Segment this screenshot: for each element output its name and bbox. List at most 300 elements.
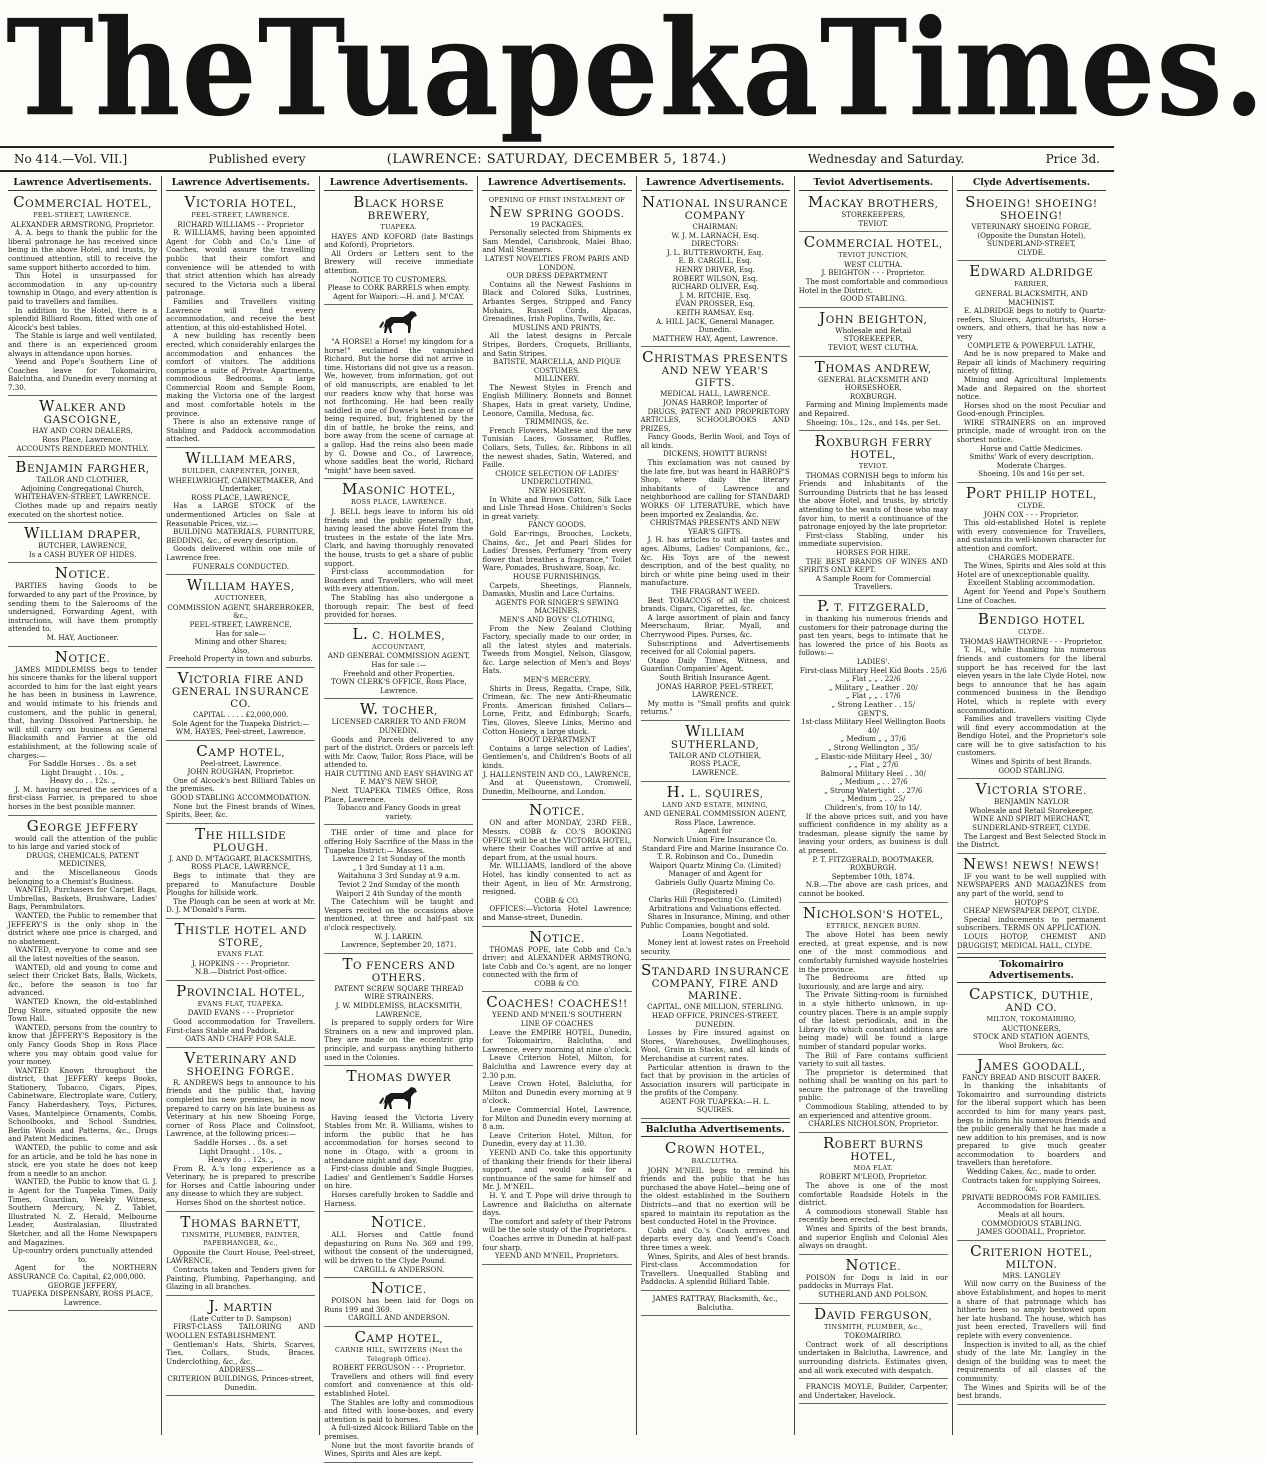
ad-line: Excellent Stabling accommodation.: [967, 578, 1096, 588]
ad-line: Best TOBACCOS of all the choicest brands. Cigars, Cigarettes, &c.: [640, 595, 790, 614]
ad-title: VETERINARY AND SHOEING FORGE.: [184, 1048, 297, 1078]
ad-line: LAWRENCE.: [691, 768, 739, 778]
ad-line: The Stables are lofty and commodious and fitted with loose-boxes, and every attention is paid to horses.: [324, 1397, 474, 1424]
ad-line: WANTED Known, the old-established Drug Store, situated opposite the new Town Hall.: [8, 996, 158, 1024]
ad-line: The proprietor is determined that nothing shall be wanting on his part to secure the patronage of the travelling public.: [798, 1067, 948, 1103]
ad-line: OFFICES:—Victoria Hotel Lawrence; and Manse-street, Dunedin.: [482, 904, 632, 922]
ad-title: SHOEING! SHOEING! SHOEING!: [965, 193, 1098, 222]
ad-title: P. T. FITZGERALD,: [817, 597, 930, 615]
advertisement: [799, 905, 948, 1133]
ad-line: Yeend and Pope's Southern Line of Coaches leave for Tokomairiro, Balclutha, and Dunedin every morning at 7.30.: [8, 357, 158, 392]
ad-line: TOWN CLERK'S OFFICE, Ross Place, Lawrence.: [330, 677, 467, 695]
masthead-word-the: The: [6, 0, 258, 146]
ad-line: Good accommodation for Travellers. First-class Stable and Paddock.: [166, 1016, 316, 1035]
ad-line: CAPITAL, ONE MILLION, STERLING.: [647, 1002, 784, 1012]
ad-subtitle: CARNIE HILL, SWITZERS (Next the Telegraph Office).: [335, 1345, 463, 1363]
ad-line: Leave Crown Hotel, Balclutha, for Milton and Dunedin every morning at 9 o'clock.: [482, 1079, 632, 1106]
ad-line: Teviot 2 2nd Sunday of the month: [337, 880, 460, 889]
ad-line: Families and Travellers visiting Lawrence will find every accommodation, and receive the best attention, at this old-established Hotel.: [166, 296, 316, 332]
ad-line: MRS. LANGLEY: [1002, 1270, 1061, 1280]
ad-line: MEN'S AND BOYS' CLOTHING,: [499, 614, 615, 624]
advertisement: [482, 994, 631, 1264]
ad-line: CHAIRMAN:: [692, 222, 738, 231]
ad-line: GOOD STABLING.: [998, 765, 1065, 775]
ad-line: Shirts in Dress, Regatta, Crape, Silk, Crimean, &c. The new Anti-Rheumatic Fronts. American finished Collars—Lorne, Fritz, and Edinburgh; Scarfs, Ties, Gloves, Sleeve Links, Merino and Cotton Hosiery, a large stock.: [482, 683, 632, 736]
ad-subtitle: MOA FLAT.: [853, 1163, 893, 1172]
ad-subtitle: EVANS FLAT.: [217, 950, 265, 958]
ad-line: Wines and Spirits of best Brands.: [971, 757, 1092, 767]
ad-line: WANTED, old and young to come and select their Cricket Bats, Balls, Wickets, &c., before the season is too far advanced.: [8, 962, 158, 998]
ad-title: NOTICE.: [54, 647, 111, 666]
ad-line: Horses shod on the most Peculiar and Good-enough Principles.: [956, 400, 1106, 419]
ad-title: THOMAS ANDREW,: [814, 357, 932, 376]
ad-line: ROXBURGH.: [849, 391, 897, 401]
column-header: Lawrence Advertisements.: [641, 176, 790, 191]
advertisement: [957, 485, 1106, 609]
ad-line: WANTED Known throughout the district, that JEFFERY keeps Books, Stationery, Tobacco, Cigars, Pipes, Cabinetware, Electroplate ware, Cutlery, Fancy Haberdashery, Toys, Pictures, Vases, Mantelpiece Ornaments, Combs, Schoolbooks, and School Sundries, Berlin Wools and Patterns, &c., Drugs and Patent Medicines.: [8, 1065, 158, 1144]
ad-line: The Bill of Fare contains sufficient variety to suit all tastes.: [798, 1050, 948, 1069]
advertisement: [799, 433, 948, 596]
ad-line: RICHARD OLIVER, Esq.: [671, 282, 759, 292]
advertisement: [324, 626, 473, 700]
ad-line: „ 1 3rd Sunday at 11 a.m.: [352, 862, 446, 872]
ad-title: CAMP HOTEL,: [354, 1327, 444, 1346]
advertisement: [166, 921, 315, 981]
ad-line: Cobb and Co.'s Coach arrives and departs every day, and Yeend's Coach three times a week.: [640, 1225, 790, 1252]
ad-line: „ „ Flat „ 27/6: [848, 760, 899, 770]
ad-line: OATS AND CHAFF FOR SALE.: [185, 1034, 297, 1044]
ad-line: First-class accommodation for Boarders and Travellers, who will meet with every attention.: [324, 567, 474, 594]
ad-subtitle: TINSMITH, PLUMBER, PAINTER, PAPERHANGER, &c.,: [181, 1230, 300, 1248]
ad-title: NOTICE.: [845, 1255, 902, 1274]
ad-line: TAILOR AND CLOTHIER,: [36, 475, 129, 485]
ad-title: J. MARTIN: [208, 1296, 273, 1315]
ad-title: CAPSTICK, DUTHIE, AND CO.: [969, 985, 1094, 1015]
ad-line: „ Strong Watertight . . 27/6: [824, 785, 923, 795]
ad-line: Contains all the Newest Fashions in Black and Colored Silks, Lustrines, Arbantes Serges, Stripped and Fancy Mohairs, Russell Cords, Alpacas, Grenadines, Irish Poplins, Twills, &c.: [482, 279, 632, 324]
ad-title: THE HILLSIDE PLOUGH.: [195, 824, 287, 854]
ad-line: Mining and Agricultural Implements Made and Repaired on the shortest notice.: [956, 374, 1106, 402]
ad-line: JOHN ROUGHAN, Proprietor.: [187, 767, 294, 777]
ad-line: Saddle Horses . . 8s. a set: [194, 1137, 288, 1147]
ad-line: JOHN COX - - - Proprietor.: [984, 509, 1079, 519]
ad-line: STOREKEEPER,: [843, 334, 903, 344]
advertisement: [324, 1214, 473, 1278]
advertisement: [957, 1243, 1106, 1405]
advertisement: [324, 1280, 473, 1327]
ad-line: Adjoining Congregational Church,: [20, 483, 145, 493]
ad-line: MEDICAL HALL, LAWRENCE.: [660, 389, 771, 399]
ad-line: GENT'S.: [857, 708, 889, 718]
ad-line: Smiths' Work of every description.: [969, 452, 1094, 462]
ad-line: Mr. WILLIAMS, landlord of the above Hotel, has kindly consented to act as their Agent, in lieu of Mr. Armstrong, resigned.: [482, 861, 632, 897]
advertisement: [8, 398, 157, 457]
ad-line: Meals at all hours.: [997, 1210, 1065, 1220]
ad-line: Agent for Yeend and Pope's Southern Line of Coaches.: [956, 586, 1106, 605]
ad-line: CHEAP NEWSPAPER DEPOT, CLYDE.: [963, 906, 1100, 916]
ad-line: GENERAL BLACKSMITH, AND MACHINIST.: [975, 288, 1088, 307]
ad-line: THE FRAGRANT WEED.: [670, 586, 760, 596]
ad-line: In thanking the inhabitants of Tokomairiro and surrounding districts for the liberal support which has been accorded to him for many years past, begs to inform his numerous friends and the public generally that he has made a new addition to his premises, and is now prepared to give much greater accommodation to boarders and travellers than heretofore.: [956, 1081, 1106, 1168]
ad-line: „ Medium „ „ 37/6: [840, 734, 907, 744]
ad-line: Travellers and others will find every comfort and convenience at this old-established Hotel.: [324, 1371, 474, 1398]
ad-line: GENERAL BLACKSMITH AND HORSESHOER,: [817, 374, 929, 393]
ad-line: in thanking his numerous friends and customers for their patronage during the past ten years, begs to intimate that he has lowered the price of his Boots as follows:—: [798, 614, 948, 658]
ad-line: ADDRESS—: [218, 1365, 263, 1375]
ad-line: South British Insurance Agent.: [659, 672, 771, 682]
ad-title: NOTICE.: [54, 564, 111, 583]
ad-line: PATENT SCREW SQUARE THREAD WIRE STRAINERS.: [334, 983, 464, 1002]
ad-line: Inspection is invited to all, as the chief study of the late Mr. Langley in the design of the building was to meet the requirements of all classes of the community.: [956, 1339, 1106, 1383]
ad-line: Clothes made up and repairs neatly executed on the shortest notice.: [8, 501, 158, 519]
ad-line: ROSS PLACE, LAWRENCE,: [191, 862, 291, 872]
advertisement: [8, 565, 157, 646]
ad-line: JOHN M'NEIL begs to remind his friends and the public that he has purchased the above Hotel—being one of the oldest established in the Southern Districts—and that no exertion will be spared to maintain its reputation as the best conducted Hotel in the Province.: [640, 1165, 790, 1227]
ad-line: Particular attention is drawn to the fact that by provision in the articles of Association insurers will participate in the profits of the Company.: [640, 1062, 790, 1098]
ad-line: ALL Horses and Cattle found depasturing on Runs No. 369 and 199, without the consent of the undersigned, will be driven to the Clyde Pound.: [324, 1230, 474, 1265]
ad-line: Clarks Hill Prospecting Co. (Limited): [648, 895, 782, 905]
ad-line: TOKOMAIRIRO.: [844, 1331, 903, 1341]
ad-line: HAIR CUTTING AND EASY SHAVING AT: [324, 768, 474, 778]
ad-subtitle: EVANS FLAT, TUAPEKA.: [197, 999, 284, 1008]
ad-line: AND GENERAL COMMISSION AGENT,: [327, 651, 470, 661]
ad-line: J. M. RITCHIE, Esq.: [679, 290, 751, 300]
ad-line: The Wines, Spirits and Ales sold at this Hotel are of unexceptionable quality.: [956, 561, 1106, 579]
advertisement: [8, 459, 157, 523]
ad-line: AUCTIONEERS,: [1002, 1023, 1061, 1033]
ad-title: NOTICE.: [529, 927, 585, 946]
advertisement: [166, 1214, 315, 1296]
advertisement: [957, 194, 1106, 261]
ad-line: The Largest and Best Selected Stock in the District.: [956, 831, 1106, 850]
advertisement: [324, 481, 473, 623]
ad-line: ROBERT FERGUSON - - - Proprietor.: [332, 1363, 466, 1373]
ad-line: Coaches arrive in Dunedin at half-past four sharp.: [482, 1233, 632, 1252]
ad-line: AGENTS FOR SINGER'S SEWING MACHINES.: [495, 597, 619, 616]
column-4: [478, 176, 636, 1435]
ad-line: N.B.—The above are cash prices, and cannot be booked.: [798, 880, 948, 898]
ad-line: Balmoral Military Heel . . 30/: [820, 768, 926, 778]
ad-line: MATTHEW HAY, Agent, Lawrence.: [652, 333, 778, 343]
ad-subtitle: AUCTIONEER,: [214, 594, 267, 603]
ad-line: Gabriels Gully Quartz Mining Co. (Registered): [655, 878, 776, 896]
ad-line: Waipori 2 4th Sunday of the month: [335, 888, 462, 898]
ad-line: This Hotel is unsurpassed for accommodation in any up-country township in Otago, and every attention is paid to travellers and families.: [8, 271, 158, 306]
advertisement: [641, 1140, 790, 1291]
ad-line: COMMISSION AGENT, SHAREBROKER, &c.,: [167, 602, 315, 621]
ad-line: In addition to the Hotel, there is a splendid Billiard Room, fitted with one of Alcock's best tables.: [8, 305, 158, 332]
ad-line: YEEND AND M'NEIL'S SOUTHERN LINE OF COACHES: [492, 1010, 622, 1029]
advertisement: [641, 1293, 790, 1316]
ad-line: And he is now prepared to Make and Repair all kinds of Machinery requiring nicety of fitting.: [956, 349, 1106, 376]
ad-line: Light Draught . . 10s. „: [199, 1146, 283, 1156]
ad-title: H. L. SQUIRES,: [666, 782, 764, 801]
ad-line: DRUGS, PATENT AND PROPRIETORY ARTICLES, SCHOOLBOOKS AND PRIZES,: [640, 406, 790, 433]
ad-line: CARGILL AND ANDERSON.: [348, 1313, 450, 1323]
ad-title: WALKER AND GASCOIGNE,: [38, 397, 127, 427]
ad-line: FANCY BREAD AND BISCUIT BAKER.: [962, 1072, 1101, 1082]
ad-line: A commodious stonewall Stable has recently been erected.: [798, 1206, 948, 1225]
ad-line: Moderate Charges.: [996, 460, 1067, 470]
ad-line: SUNDERLAND-STREET,: [987, 239, 1076, 249]
advertisement: [799, 234, 948, 308]
ad-line: EVAN PROSSER, Esq.: [675, 299, 755, 309]
ad-line: Subscriptions and Advertisements received for all Colonial papers.: [640, 638, 790, 657]
ad-line: JAMES GOODALL, Proprietor.: [977, 1227, 1086, 1237]
ad-line: From the New Zealand Clothing Factory, specially made to our order, in all the latest styles and materials. Tweeds from Mosgiel, Nelson, Glasgow, &c. Large selection of Men's and Boys' Hats.: [482, 623, 632, 676]
ad-line: CHRISTMAS PRESENTS AND NEW YEAR'S GIFTS.: [650, 518, 781, 536]
ad-line: WM. HAYES, Peel-street, Lawrence.: [175, 727, 306, 737]
ad-line: CHARGES MODERATE.: [988, 552, 1075, 562]
ad-line: GOOD STABLING.: [840, 294, 907, 304]
ad-line: Wines, Spirits, and Ales of best brands. First-class Accommodation for Travellers. Unequalled Stabling and Paddocks. A splendid Billiard Table.: [640, 1251, 790, 1287]
ad-line: „ Medium „ . . 27/6: [838, 777, 908, 787]
column-header: Lawrence Advertisements.: [166, 176, 315, 191]
ad-line: CAPITAL . . . . £2,000,000.: [192, 709, 289, 719]
advertisement: [166, 450, 315, 575]
advertisement: [324, 701, 473, 825]
ad-title: WILLIAM SUTHERLAND,: [670, 721, 760, 751]
advertisement: [324, 956, 473, 1066]
ad-line: Horse and Cattle Medicines.: [980, 443, 1083, 453]
ad-line: First-class Stabling, under his immediate supervision.: [798, 530, 948, 549]
ad-line: Ross Place, Lawrence.: [42, 435, 123, 445]
ad-line: P. T. FITZGERALD, BOOTMAKER, ROXBURGH.: [812, 854, 935, 873]
ad-line: OUR DRESS DEPARTMENT: [506, 271, 608, 281]
ad-line: Has for sale—: [215, 628, 266, 638]
ad-line: The Plough can be seen at work at Mr. D. J. M'Donald's Farm.: [166, 896, 316, 915]
ad-line: Waitahuna 3 3rd Sunday at 9 a.m.: [337, 871, 461, 881]
horse-icon: [324, 309, 473, 338]
ad-line: Leave Criterion Hotel, Milton, for Dunedin, every day at 11.30.: [482, 1130, 632, 1149]
ad-line: A. A. begs to thank the public for the liberal patronage he has received since being in the above Hotel, and trusts, by continued attention, still to receive the same support hitherto accorded to him.: [8, 228, 158, 272]
ad-line: Contract work of all descriptions undertaken in Balclutha, Lawrence, and surrounding districts. Estimates given, and all work executed with despatch.: [798, 1339, 948, 1375]
advertisement: [641, 194, 790, 347]
ad-line: The comfort and safety of their Patrons will be the sole study of the Proprietors.: [482, 1216, 632, 1235]
ad-line: First-class Military Heel Kid Boots . 25/6: [799, 665, 947, 675]
ad-line: Goods and Parcels delivered to any part of the district. Orders or parcels left with Mr. Caow, Tailor, Ross Place, will be attended to.: [324, 734, 474, 770]
advertisement: [8, 649, 157, 816]
advertisement: [799, 359, 948, 432]
ad-line: French Flowers, Maltese and the new Tunisian Laces, Gossamer, Ruffles, Collars, Sets, Tulles, &c. Ribbons in all the newest shades, Satin, Watered, and Faille.: [482, 425, 632, 470]
ad-title: WILLIAM MEARS,: [185, 449, 297, 468]
advertisement: [166, 194, 315, 448]
ad-line: Farming and Mining Implements made and Repaired.: [798, 400, 948, 418]
ad-line: WINE AND SPIRIT MERCHANT,: [972, 814, 1091, 824]
ad-title: PROVINCIAL HOTEL,: [176, 981, 306, 1000]
ad-line: NEW HOSIERY.: [528, 486, 586, 495]
horse-icon: [324, 1085, 473, 1114]
ad-line: WANTED, the public to come and ask for an article, and be told he has none in stock, ere you state he does not keep from a needle to an anchor.: [8, 1143, 158, 1178]
ad-line: All Orders or Letters sent to the Brewery will receive immediate attention.: [324, 248, 474, 275]
advertisement: [799, 1381, 948, 1404]
advertisement: [166, 743, 315, 824]
ad-line: J. BELL begs leave to inform his old friends and the public generally that, having leased the above Hotel from the trustees in the estate of the late Mrs. Clark, and having thoroughly renovated the house, trusts to get a share of public support.: [324, 507, 474, 568]
ad-title: L. C. HOLMES,: [352, 624, 446, 643]
ad-line: BATISTE, MARCELLA, AND PIQUE COSTUMES.: [493, 357, 621, 375]
ad-line: Begs to intimate that they are prepared to Manufacture Double Ploughs for hillside work.: [166, 871, 316, 898]
ad-line: Has a LARGE STOCK of the undermentioned Articles on Sale at Reasonable Prices, viz.:—: [166, 501, 316, 528]
ad-title: MASONIC HOTEL,: [342, 480, 456, 499]
ad-line: J. H. has articles to suit all tastes and ages. Albums, Ladies' Companions, &c., &c. His Toys are of the newest description, and of the best quality, no birch or white pine being used in their manufacture.: [640, 535, 790, 588]
ad-line: THOMAS HAWTHORNE - - - Proprietor.: [959, 636, 1103, 646]
advertisement: [166, 1050, 315, 1212]
ad-line: The Catechism will be taught and Vespers recited on the occasions above mentioned, at three and half-past six o'clock respectively.: [324, 897, 474, 932]
ad-line: The above is one of the most comfortable Roadside Hotels in the district.: [798, 1181, 948, 1208]
advertisement: [166, 1298, 315, 1396]
ad-subtitle: LAND AND ESTATE, MINING,: [662, 800, 769, 809]
ad-line: J. HOPKINS - - - Proprietor.: [191, 958, 290, 968]
ad-line: HEAD OFFICE, PRINCES-STREET, DUNEDIN.: [651, 1010, 779, 1029]
ad-line: HOTOP'S: [1014, 897, 1049, 907]
ad-title: WILLIAM DRAPER,: [23, 524, 142, 543]
advertisement: [957, 611, 1106, 779]
ad-line: FRANCIS MOYLE, Builder, Carpenter, and Undertaker, Havelock.: [798, 1382, 948, 1400]
ad-title: NEW SPRING GOODS.: [489, 202, 625, 221]
ad-line: J. W. MIDDLEMISS, BLACKSMITH, LAWRENCE,: [335, 1000, 463, 1019]
ad-line: 19 PACKAGES,: [530, 219, 584, 229]
advertisement: [799, 1257, 948, 1304]
advertisement: [482, 929, 631, 993]
masthead: [0, 0, 1266, 146]
ad-line: Shares in Insurance, Mining, and other Public Companies, bought and sold.: [640, 912, 790, 930]
ad-line: HENRY DRIVER, Esq.: [675, 264, 755, 274]
ad-line: There is also an extensive range of Stabling and Paddock accommodation attached.: [166, 417, 316, 444]
ad-line: and the Miscellaneous Goods belonging to a Chemist's Business.: [8, 868, 158, 886]
ad-line: T. R. Robinson and Co., Dunedin: [657, 852, 774, 862]
ad-line: WANTED, Purchasers for Carpet Bags, Umbrellas, Baskets, Brushware, Ladies' Bags, Perambulators.: [8, 885, 158, 912]
ad-line: KEITH RAMSAY, Esq.: [676, 307, 755, 317]
ad-line: „ Strong Wellington „ 35/: [827, 742, 919, 752]
ad-line: AND GENERAL COMMISSION AGENT,: [643, 809, 787, 819]
ad-title: DAVID FERGUSON,: [814, 1304, 933, 1323]
advertisement: [957, 1057, 1106, 1241]
ad-title: ROXBURGH FERRY HOTEL,: [814, 432, 932, 462]
ad-line: BUILDING MATERIALS, FURNITURE, BEDDING, &c., of every description.: [166, 527, 316, 545]
ad-title: BLACK HORSE BREWERY,: [353, 193, 445, 222]
ad-line: Ross Place, Lawrence.: [674, 817, 756, 827]
ad-line: E. ALDRIDGE begs to notify to Quartz-reefers, Sluicers, Agriculturists, Horse-owners, and others, that he has now a very: [956, 306, 1106, 341]
column-5: [637, 176, 795, 1435]
ad-title: VICTORIA HOTEL,: [184, 193, 297, 211]
ad-line: Goods delivered within one mile of Lawrence free.: [166, 544, 316, 562]
ad-line: PEEL-STREET, LAWRENCE,: [189, 619, 292, 629]
ad-line: PRIVATE BEDROOMS FOR FAMILIES.: [961, 1192, 1102, 1202]
ad-line: Freehold and other Properties.: [343, 668, 455, 678]
ad-line: Sole Agent for the Tuapeka District:—: [172, 718, 310, 728]
ad-line: would call the attention of the public to his large and varied stock of: [8, 833, 158, 852]
ad-line: Light Draught . . 10s. „: [40, 767, 125, 777]
dateline: [0, 146, 1114, 172]
ad-line: JONAS HARROP, Importer of: [663, 397, 768, 407]
ad-line: WANTED, the Public to know that G. J. is Agent for the Tuapeka Times, Daily Times, Guardian, Weekly Witness, Southern Mercury, N. Z. Tablet, Illustrated N. Z. Herald, Melbourne Leader, Australasian, Illustrated Sketcher, and all the Home Newspapers and Magazines.: [8, 1177, 158, 1247]
ad-line: COMMODIOUS STABLING.: [981, 1218, 1082, 1228]
ad-line: Personally selected from Shipments ex Sam Mendel, Carisbrook, Malei Bhao, and Mail Steamers.: [482, 228, 632, 255]
advertisement: [166, 983, 315, 1048]
ad-line: "A HORSE! a Horse! my kingdom for a horse!" exclaimed the vanquished Richard. But the horse did not arrive in time. Historians did not give us a reason. We, however, from information, got out of old manuscripts, are enabled to let our readers know why that horse was not forthcoming. He had been really saddled in one of Dowse's best in case of being required, but, frightened by the din of battle, he broke the reins, and bore away from the scene of carnage at a gallop. Had the reins also been made by G. Dowse and Co., of Lawrence, whose saddles beat the world, Richard "might" have been saved.: [324, 336, 474, 475]
issue-date: (LAWRENCE: SATURDAY, DECEMBER 5, 1874.): [386, 151, 727, 167]
ad-subtitle: MILTON, TOKOMAIRIRO,: [986, 1015, 1077, 1024]
ad-line: Is prepared to supply orders for Wire Strainers on a new and improved plan. They are made on the eccentric grip principle, and surpass anything hitherto used in the Colonies.: [324, 1018, 474, 1062]
ad-line: HOUSE FURNISHINGS.: [512, 571, 602, 581]
ad-line: JAMES MIDDLEMISS begs to tender his sincere thanks for the liberal support accorded to him for the last eight years he has been in business in Lawrence, and would intimate to his friends and customers, and the public in general, that, having Dissolved Partnership, he will still carry on business as General Blacksmith and Farrier at the old establishment, at the following scale of charges:—: [8, 664, 158, 760]
advertisement: [957, 986, 1106, 1054]
ad-line: Lawrence, September 20, 1871.: [341, 940, 457, 950]
ad-line: The Stabling has also undergone a thorough repair. The best of feed provided for horses.: [324, 592, 474, 620]
ad-line: Leave Criterion Hotel, Milton, for Balclutha and Lawrence every day at 2.30 p.m.: [482, 1053, 632, 1080]
ad-title: NOTICE.: [529, 801, 585, 820]
ad-line: (Opposite the Dunstan Hotel),: [977, 230, 1086, 240]
column-1: [4, 176, 162, 1435]
ad-line: Shoeing: 10s., 12s., and 14s. per Set.: [806, 417, 941, 427]
advertisement: [166, 577, 315, 668]
ad-line: First-class double and Single Buggies, Ladies' and Gentlemen's Saddle Horses on hire.: [324, 1164, 474, 1191]
ad-line: ROSS PLACE,: [689, 759, 741, 769]
ad-line: LOUIS HOTOP, CHEMIST AND DRUGGIST, MEDICAL HALL, CLYDE.: [956, 931, 1106, 950]
ad-line: Heavy do . . 12s. „: [49, 776, 116, 786]
ad-line: R. WILLIAMS, having been appointed Agent for Cobb and Co.'s Line of Coaches, would assure the travelling public that their comfort and convenience will be attended to with that strict attention which has already secured to the Victoria such a liberal patronage.: [166, 228, 316, 298]
ad-line: Agent for the NORTHERN ASSURANCE Co. Capital, £2,000,000.: [8, 1263, 158, 1281]
ad-line: YEEND AND Co. take this opportunity of thanking their friends for their liberal support, and would ask for a continuance of the same for himself and Mr. J. M'NEIL.: [482, 1147, 632, 1192]
ad-title: BENDIGO HOTEL: [977, 610, 1085, 629]
ad-line: Norwich Union Fire Insurance Co.: [653, 835, 778, 845]
ad-line: WANTED, everyone to come and see all the latest novelties of the season.: [8, 945, 158, 963]
ad-line: Agent for: [698, 826, 733, 836]
ad-line: THOMAS CORNISH begs to inform his Friends and Inhabitants of the Surrounding Districts that he has leased the above Hotel, and trusts, by strictly attending to the wants of those who may favor him, to merit a continuance of the patronage enjoyed by the late proprietor.: [798, 470, 948, 532]
ad-line: September 10th, 1874.: [831, 871, 915, 881]
ad-subtitle: OPENING OF FIRST INSTALMENT OF: [488, 196, 626, 204]
ad-line: Shoeing, 10s and 16s per set.: [978, 469, 1085, 479]
ad-line: R. ANDREWS begs to announce to his friends and the public that, having completed his new premises, he is now prepared to carry on his late business as Veterinary at his new Shoeing Forge, corner of Ross Place and Colinsfoot, Lawrence, at the following prices:—: [166, 1077, 316, 1139]
ad-title: EDWARD ALDRIDGE: [969, 262, 1094, 281]
ad-line: WHEELWRIGHT, CABINETMAKER, And Undertaker,: [168, 475, 314, 494]
ad-line: F. MAY'S NEW SHOP,: [360, 777, 438, 787]
ad-title: NOTICE.: [370, 1279, 427, 1298]
ad-line: M. HAY, Auctioneer.: [46, 632, 119, 642]
ad-title: CROWN HOTEL,: [664, 1139, 766, 1158]
advertisement: [166, 826, 315, 919]
ad-line: TRIMMINGS, &c.: [525, 417, 589, 427]
ad-line: Gentleman's Hats, Shirts, Scarves, Ties, Collars, Studs, Braces. Underclothing, &c., &c.: [166, 1339, 316, 1366]
ad-title: STANDARD INSURANCE COMPANY, FIRE AND MARINE.: [640, 961, 790, 1003]
column-3: [320, 176, 478, 1459]
ad-line: GOOD STABLING ACCOMMODATION.: [170, 793, 311, 803]
ad-line: Loans Negotiated.: [682, 929, 749, 939]
ad-line: HAY AND CORN DEALERS,: [32, 426, 133, 436]
advertisement: [799, 1306, 948, 1380]
ad-line: This exclamation was not caused by the late fire, but was heard in HARROP'S Shop, where daily the literary inhabitants of Lawrence and neighborhood are calling for STANDARD WORKS OF LITERATURE, which have been imported ex Zealandia, &c.: [640, 458, 790, 519]
ad-line: MUSLINS AND PRINTS.: [512, 322, 602, 332]
ad-line: WHITEHAVEN-STREET, LAWRENCE.: [14, 492, 151, 502]
advertisement: [799, 310, 948, 357]
ad-line: BOOT DEPARTMENT: [518, 735, 596, 745]
ad-line: LADIES'.: [856, 656, 890, 666]
section-subhead: Tokomairiro Advertisements.: [957, 957, 1106, 983]
ad-line: Carpets, Sheetings, Flannels, Damasks, Muslin and Lace Curtains.: [482, 580, 632, 599]
advertisement: [8, 818, 157, 1312]
ad-line: Commodious Stabling, attended to by an experienced and attentive groom.: [798, 1102, 948, 1120]
ad-title: GEORGE JEFFERY: [26, 816, 139, 835]
advertisement: [641, 349, 790, 721]
ad-line: CARGILL & ANDERSON.: [353, 1264, 445, 1274]
ad-line: FIRST-CLASS TAILORING AND WOOLLEN ESTABLISHMENT.: [166, 1322, 316, 1340]
ad-line: TAILOR AND CLOTHIER,: [669, 750, 762, 760]
ad-line: From R. A.'s long experience as a Veterinary, he is prepared to prescribe for Horses and Cattle labouring under any disease to which they are subject.: [166, 1163, 316, 1199]
ad-line: Wedding Cakes, &c., made to order.: [966, 1167, 1097, 1177]
ad-line: ACCOUNTS RENDERED MONTHLY.: [16, 443, 149, 453]
ad-line: The Bedrooms are fitted up luxuriously, and are large and airy.: [798, 973, 948, 991]
ad-line: Standard Fire and Marine Insurance Co.: [641, 843, 789, 853]
